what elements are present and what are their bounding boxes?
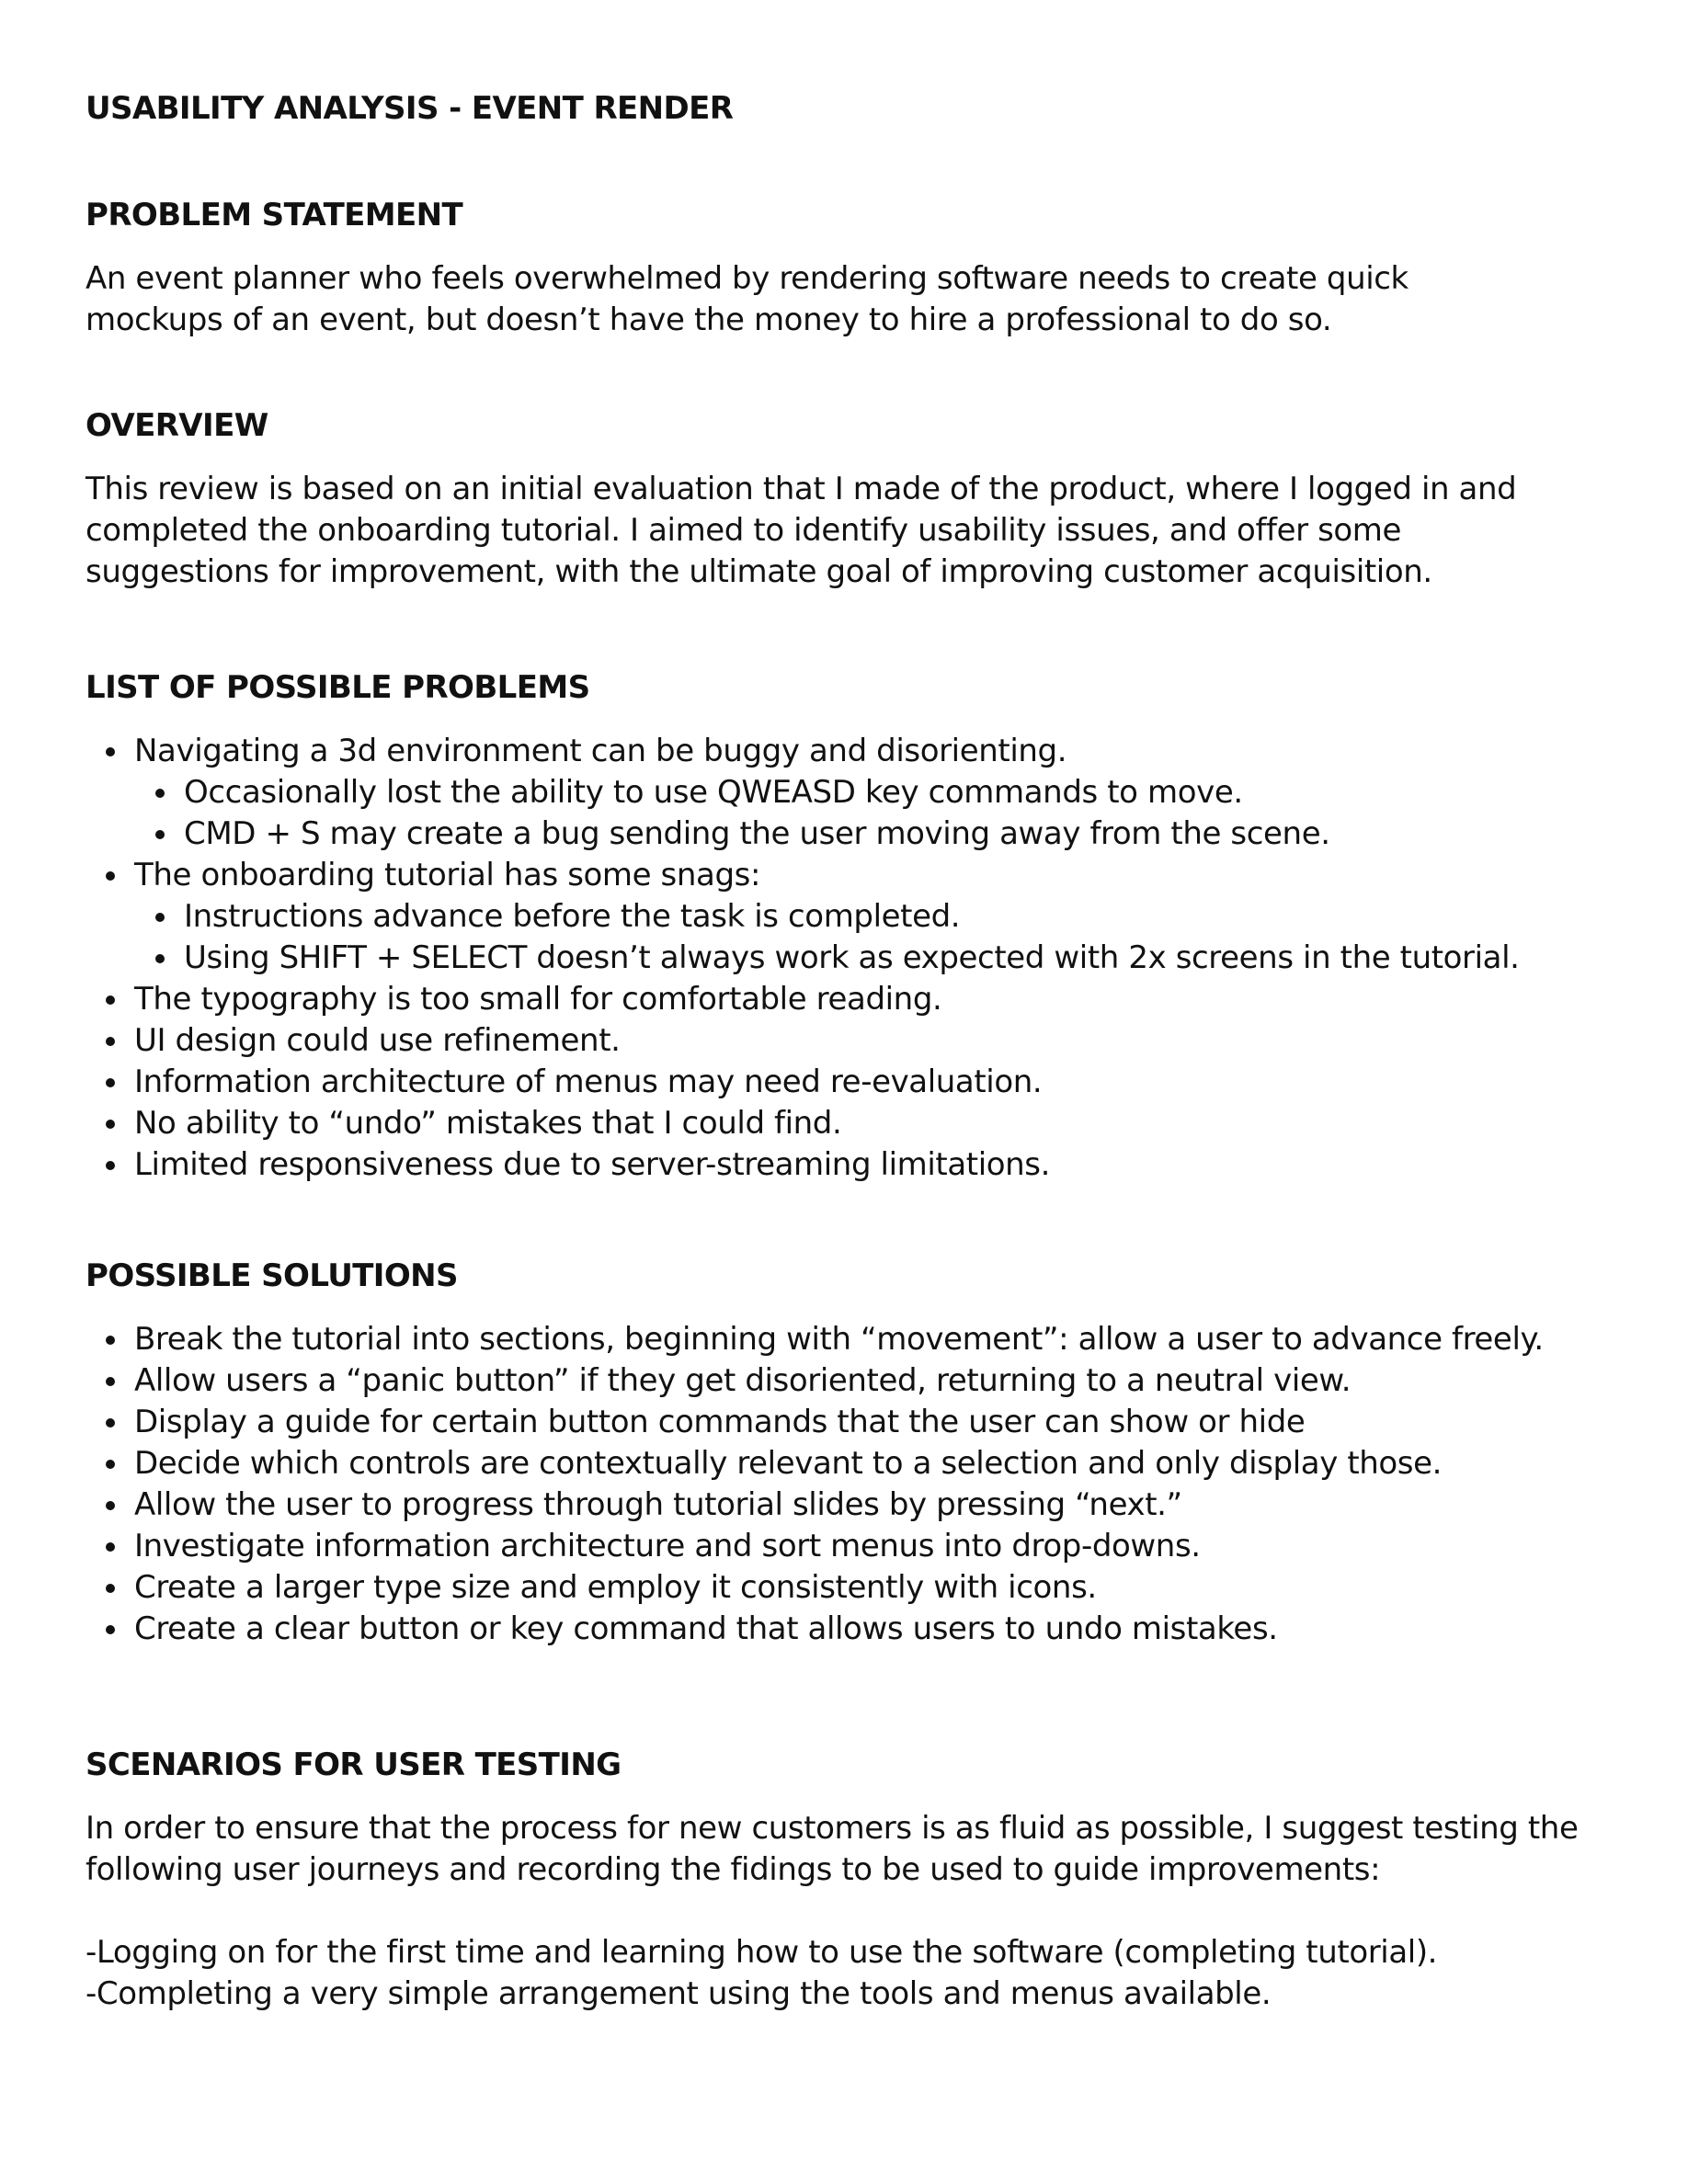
bullet-icon [106,1501,115,1510]
document-title-block [86,88,1648,130]
list-item-text: Break the tutorial into sections, beginning with “movement”: allow a user to advance freely. [134,1321,1544,1358]
overview-line: suggestions for improvement, with the ultimate goal of improving customer acquisition. [86,553,1432,590]
list-item-text: CMD + S may create a bug sending the user moving away from the scene. [184,815,1330,852]
solutions-heading: POSSIBLE SOLUTIONS [86,1257,458,1294]
bullet-icon [106,1336,115,1345]
list-item [86,1319,1648,1360]
list-item [86,1567,1648,1609]
bullet-icon [106,1120,115,1129]
problems-section [86,667,1648,1186]
list-item [86,1443,1648,1484]
list-item [86,1360,1648,1402]
list-item [86,855,1648,896]
list-item-text: The onboarding tutorial has some snags: [134,857,761,893]
list-item [86,896,1648,938]
list-item-text: No ability to “undo” mistakes that I could find. [134,1105,842,1142]
list-item-text: Investigate information architecture and sort menus into drop-downs. [134,1528,1201,1564]
problem-statement-section [86,195,1648,341]
list-item [86,938,1648,979]
list-item [86,1402,1648,1443]
scenarios-intro-line: In order to ensure that the process for new customers is as fluid as possible, I suggest testing the [86,1810,1579,1847]
list-item-text: Display a guide for certain button commands that the user can show or hide [134,1404,1306,1440]
bullet-icon [155,954,165,963]
document-title: USABILITY ANALYSIS - EVENT RENDER [86,90,734,127]
bullet-icon [106,1418,115,1428]
scenarios-intro-line: following user journeys and recording the fidings to be used to guide improvements: [86,1851,1381,1888]
list-item [86,1484,1648,1526]
bullet-icon [106,1625,115,1634]
list-item [86,772,1648,813]
bullet-icon [106,1460,115,1469]
list-item-text: Navigating a 3d environment can be buggy and disorienting. [134,733,1067,769]
solutions-section [86,1256,1648,1650]
overview-section [86,405,1648,593]
bullet-icon [106,995,115,1005]
bullet-icon [106,1037,115,1046]
problem-statement-heading: PROBLEM STATEMENT [86,197,463,233]
list-item [86,1103,1648,1144]
list-item [86,1526,1648,1567]
bullet-icon [106,871,115,881]
list-item [86,1144,1648,1186]
list-item-text: Allow the user to progress through tutorial slides by pressing “next.” [134,1486,1182,1523]
overview-line: completed the onboarding tutorial. I aimed to identify usability issues, and offer some [86,512,1402,549]
bullet-icon [106,1542,115,1552]
list-item-text: Create a clear button or key command that allows users to undo mistakes. [134,1610,1278,1647]
overview-heading: OVERVIEW [86,407,268,444]
bullet-icon [106,1377,115,1386]
list-item-text: Limited responsiveness due to server-streaming limitations. [134,1146,1051,1183]
bullet-icon [155,789,165,798]
problem-statement-line: An event planner who feels overwhelmed by rendering software needs to create quick [86,260,1409,297]
list-item [86,813,1648,855]
list-item-text: Occasionally lost the ability to use QWEASD key commands to move. [184,774,1243,811]
list-item-text: Decide which controls are contextually relevant to a selection and only display those. [134,1445,1443,1482]
list-item [86,1062,1648,1103]
bullet-icon [106,1078,115,1087]
problem-statement-line: mockups of an event, but doesn’t have the money to hire a professional to do so. [86,301,1332,338]
list-item-text: Create a larger type size and employ it consistently with icons. [134,1569,1097,1606]
solutions-list [86,1319,1648,1650]
list-item [86,731,1648,772]
list-item-text: Information architecture of menus may need re-evaluation. [134,1064,1043,1100]
bullet-icon [155,913,165,922]
list-item-text: Instructions advance before the task is completed. [184,898,961,935]
list-item [86,979,1648,1020]
problems-heading: LIST OF POSSIBLE PROBLEMS [86,669,590,706]
bullet-icon [155,830,165,839]
bullet-icon [106,1584,115,1593]
bullet-icon [106,747,115,756]
bullet-icon [106,1161,115,1170]
scenario-item: -Completing a very simple arrangement using the tools and menus available. [86,1975,1272,2012]
scenarios-heading: SCENARIOS FOR USER TESTING [86,1746,622,1783]
scenarios-section [86,1745,1648,2015]
list-item [86,1609,1648,1650]
list-item [86,1020,1648,1062]
problems-list [86,731,1648,1186]
list-item-text: UI design could use refinement. [134,1022,621,1059]
list-item-text: Allow users a “panic button” if they get disoriented, returning to a neutral view. [134,1362,1352,1399]
list-item-text: The typography is too small for comfortable reading. [134,981,942,1018]
list-item-text: Using SHIFT + SELECT doesn’t always work as expected with 2x screens in the tutorial. [184,939,1520,976]
overview-line: This review is based on an initial evaluation that I made of the product, where I logged in and [86,471,1517,507]
scenario-item: -Logging on for the first time and learning how to use the software (completing tutorial). [86,1934,1438,1971]
